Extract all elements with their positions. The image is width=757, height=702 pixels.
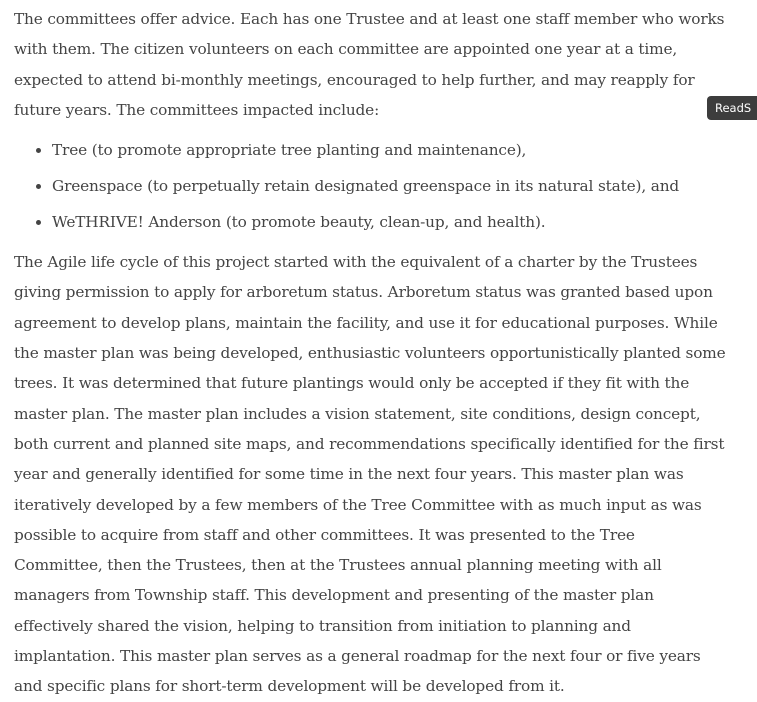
list-item: • WeTHRIVE! Anderson (to promote beauty, clean-up, and health). xyxy=(52,204,726,240)
committee-list xyxy=(14,132,726,240)
list-item: • Greenspace (to perpetually retain designated greenspace in its natural state), and xyxy=(52,168,726,204)
paragraph-agile-life-cycle: The Agile life cycle of this project started with the equivalent of a charter by the Trustees giving permission to apply for arboretum status. Arboretum status was granted based upon agreement to develop plans, maintain the facility, and use it for educational purposes. While the master plan was being developed, enthusiastic volunteers opportunistically planted some trees. It was determined that future plantings would only be accepted if they fit with the master plan. The master plan includes a vision statement, site conditions, design concept, both current and planned site maps, and recommendations specifically identified for the first year and generally identified for some time in the next four years. This master plan was iteratively developed by a few members of the Tree Committee with as much input as was possible to acquire from staff and other committees. It was presented to the Tree Committee, then the Trustees, then at the Trustees annual planning meeting with all managers from Township staff. This development and presenting of the master plan effectively shared the vision, helping to transition from initiation to planning and implantation. This master plan serves as a general roadmap for the next four or five years and specific plans for short-term development will be developed from it. xyxy=(14,253,726,696)
paragraph-committees: The committees offer advice. Each has one Trustee and at least one staff member who works with them. The citizen volunteers on each committee are appointed one year at a time, expected to attend bi-monthly meetings, encouraged to help further, and may reapply for future years. The committees impacted include: xyxy=(14,10,725,119)
list-item: • Tree (to promote appropriate tree planting and maintenance), xyxy=(52,132,726,168)
read-speaker-tab[interactable]: ReadS xyxy=(707,96,757,120)
article-body xyxy=(14,4,726,702)
